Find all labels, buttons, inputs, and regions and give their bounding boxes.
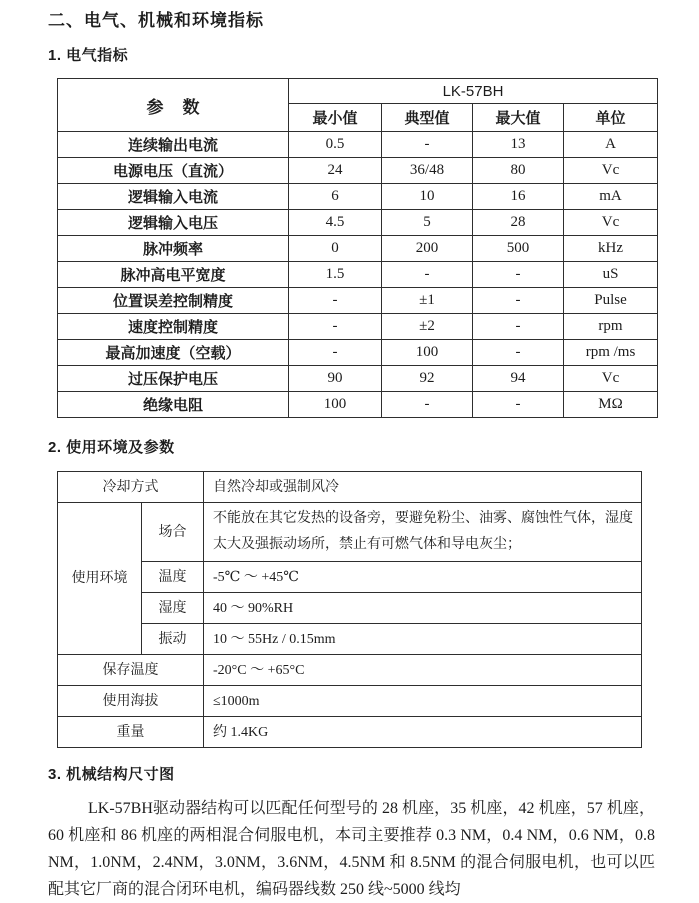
typ-cell: 36/48: [382, 158, 473, 184]
unit-cell: MΩ: [564, 392, 658, 418]
min-cell: 6: [289, 184, 382, 210]
env-value-cell: -5℃ ～ +45℃: [204, 562, 642, 593]
section-3-heading: 3. 机械结构尺寸图: [48, 766, 175, 783]
table-row: [58, 717, 642, 748]
typ-cell: -: [382, 392, 473, 418]
table-row: [58, 593, 642, 624]
env-value-cell: 10 ～ 55Hz / 0.15mm: [204, 624, 642, 655]
section-1-heading: 1. 电气指标: [48, 47, 129, 64]
max-cell: -: [473, 392, 564, 418]
unit-cell: A: [564, 132, 658, 158]
param-cell: 绝缘电阻: [58, 392, 289, 418]
col-header-typ: 典型值: [382, 104, 473, 132]
env-sublabel-cell: 湿度: [142, 593, 204, 624]
param-cell: 速度控制精度: [58, 314, 289, 340]
unit-cell: Vc: [564, 366, 658, 392]
min-cell: 100: [289, 392, 382, 418]
altitude-label-cell: 使用海拔: [58, 686, 204, 717]
table-row: [58, 262, 658, 288]
table-row: [58, 132, 658, 158]
typ-cell: 200: [382, 236, 473, 262]
param-cell: 脉冲高电平宽度: [58, 262, 289, 288]
typ-cell: 5: [382, 210, 473, 236]
min-cell: 4.5: [289, 210, 382, 236]
env-value-cell: 40 ～ 90%RH: [204, 593, 642, 624]
min-cell: 90: [289, 366, 382, 392]
table-row: [58, 210, 658, 236]
min-cell: 0.5: [289, 132, 382, 158]
unit-cell: Pulse: [564, 288, 658, 314]
max-cell: 16: [473, 184, 564, 210]
max-cell: -: [473, 262, 564, 288]
unit-cell: Vc: [564, 158, 658, 184]
model-header-cell: LK-57BH: [289, 79, 658, 104]
weight-value-cell: 约 1.4KG: [204, 717, 642, 748]
max-cell: 80: [473, 158, 564, 184]
table-row: [58, 686, 642, 717]
table-row: [58, 236, 658, 262]
max-cell: 500: [473, 236, 564, 262]
col-header-unit: 单位: [564, 104, 658, 132]
max-cell: -: [473, 340, 564, 366]
table-row: [58, 472, 642, 503]
param-cell: 位置误差控制精度: [58, 288, 289, 314]
typ-cell: 100: [382, 340, 473, 366]
table-row: [58, 158, 658, 184]
max-cell: -: [473, 314, 564, 340]
col-header-min: 最小值: [289, 104, 382, 132]
env-group-cell: 使用环境: [58, 503, 142, 655]
min-cell: 24: [289, 158, 382, 184]
typ-cell: -: [382, 262, 473, 288]
unit-cell: kHz: [564, 236, 658, 262]
param-cell: 脉冲频率: [58, 236, 289, 262]
table-row: [58, 340, 658, 366]
max-cell: 94: [473, 366, 564, 392]
typ-cell: ±2: [382, 314, 473, 340]
min-cell: -: [289, 288, 382, 314]
table-row: [58, 314, 658, 340]
typ-cell: 10: [382, 184, 473, 210]
unit-cell: rpm /ms: [564, 340, 658, 366]
min-cell: 1.5: [289, 262, 382, 288]
max-cell: -: [473, 288, 564, 314]
unit-cell: uS: [564, 262, 658, 288]
param-cell: 电源电压（直流）: [58, 158, 289, 184]
table-header-row: [58, 79, 658, 104]
storage-temp-value-cell: -20°C ～ +65°C: [204, 655, 642, 686]
min-cell: -: [289, 314, 382, 340]
storage-temp-label-cell: 保存温度: [58, 655, 204, 686]
table-row: [58, 184, 658, 210]
cooling-label-cell: 冷却方式: [58, 472, 204, 503]
param-cell: 逻辑输入电压: [58, 210, 289, 236]
param-header-cell: 参 数: [58, 79, 289, 132]
page-title: 二、电气、机械和环境指标: [48, 11, 264, 30]
param-cell: 过压保护电压: [58, 366, 289, 392]
environment-table: [57, 471, 642, 748]
min-cell: -: [289, 340, 382, 366]
min-cell: 0: [289, 236, 382, 262]
weight-label-cell: 重量: [58, 717, 204, 748]
table-row: [58, 562, 642, 593]
typ-cell: 92: [382, 366, 473, 392]
env-sublabel-cell: 场合: [142, 503, 204, 562]
env-sublabel-cell: 温度: [142, 562, 204, 593]
max-cell: 28: [473, 210, 564, 236]
unit-cell: mA: [564, 184, 658, 210]
altitude-value-cell: ≤1000m: [204, 686, 642, 717]
env-value-cell: 不能放在其它发热的设备旁，要避免粉尘、油雾、腐蚀性气体，湿度太大及强振动场所，禁止有可燃气体和导电灰尘；: [204, 503, 642, 562]
table-row: [58, 366, 658, 392]
table-row: [58, 503, 642, 562]
param-cell: 逻辑输入电流: [58, 184, 289, 210]
intro-paragraph: LK-57BH驱动器结构可以匹配任何型号的 28 机座，35 机座，42 机座，57 机座，60 机座和 86 机座的两相混合伺服电机，本司主要推荐 0.3 NM，0.4 NM，0.6 NM，0.8 NM，1.0NM，2.4NM，3.0NM，3.6NM，4.5NM 和 8.5NM 的混合伺服电机，也可以匹配其它厂商的混合闭环电机，编码器线数 250 线~5000 线均: [48, 800, 655, 898]
param-cell: 最高加速度（空载）: [58, 340, 289, 366]
max-cell: 13: [473, 132, 564, 158]
param-cell: 连续输出电流: [58, 132, 289, 158]
table-row: [58, 624, 642, 655]
electrical-spec-table: [57, 78, 658, 418]
typ-cell: ±1: [382, 288, 473, 314]
unit-cell: rpm: [564, 314, 658, 340]
table-row: [58, 288, 658, 314]
cooling-value-cell: 自然冷却或强制风冷: [204, 472, 642, 503]
col-header-max: 最大值: [473, 104, 564, 132]
unit-cell: Vc: [564, 210, 658, 236]
table-row: [58, 392, 658, 418]
env-sublabel-cell: 振动: [142, 624, 204, 655]
table-row: [58, 655, 642, 686]
typ-cell: -: [382, 132, 473, 158]
section-2-heading: 2. 使用环境及参数: [48, 439, 175, 456]
